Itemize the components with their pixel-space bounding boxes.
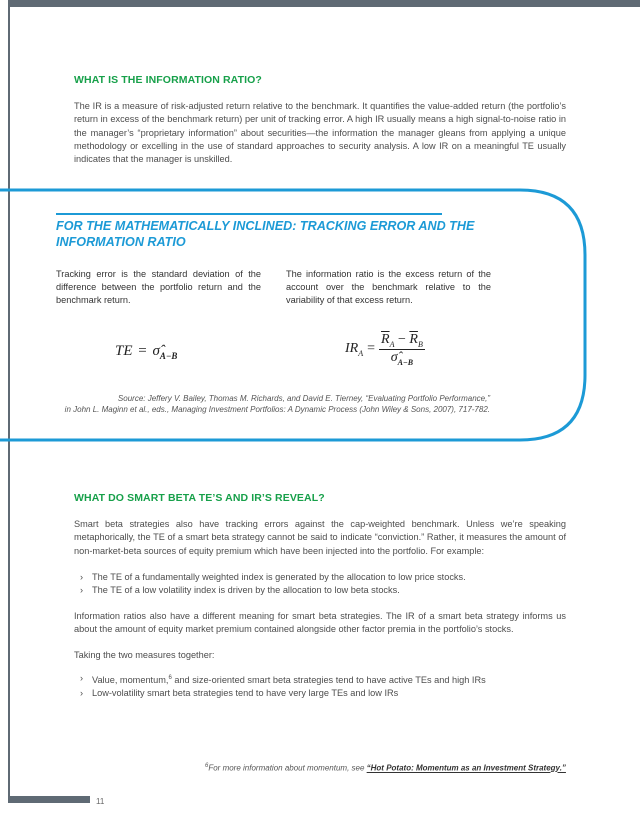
information-ratio-definition: The information ratio is the excess return of the account over the benchmark relative to the variability of that excess return. — [286, 269, 491, 305]
math-box-source: Source: Jeffery V. Bailey, Thomas M. Richards, and David E. Tierney, “Evaluating Portfolio Performance,” in John L. Maginn et al., eds., Managing Investment Portfolios: A Dynamic Process (John Wiley & Sons, 2007), 717-782. — [64, 394, 490, 414]
information-ratio-formula: $IR_A$ = $\frac{\overline{R}_A - \overline{R}_B}{\sigmâ_{A-B}}$ — [345, 332, 423, 367]
bottom-decor-bar — [8, 796, 90, 803]
top-decor-bar — [8, 0, 640, 7]
smart-beta-paragraph-2: Information ratios also have a different meaning for smart beta strategies. The IR of a smart beta strategy informs us about the amount of equity market premium contained alongside other factor premia in the portfolio’s stocks. — [74, 611, 566, 635]
smart-beta-paragraph-1: Smart beta strategies also have tracking errors against the cap-weighted benchmark. Unless we’re speaking metaphorically, the TE of a smart beta strategy cannot be said to indicate “conviction.” Rather, it measures the amount of non-market-beta sources of equity premium which have been injected into the portfolio. For example: — [74, 519, 566, 556]
tracking-error-formula: TE = $\sigmâ_{A-B}$ — [115, 343, 178, 361]
footnote-link[interactable]: “Hot Potato: Momentum as an Investment Strategy.” — [366, 763, 566, 773]
list-item: › Value, momentum,$^6$ and size-oriented smart beta strategies tend to have active TEs and high IRs — [80, 673, 486, 686]
tracking-error-definition: Tracking error is the standard deviation of the difference between the portfolio return and the benchmark return. — [56, 269, 261, 305]
smart-beta-paragraph-3: Taking the two measures together: — [74, 650, 215, 660]
smart-beta-bullet-list-2 — [80, 672, 486, 699]
smart-beta-bullet-list-1 — [80, 571, 466, 596]
list-item: › The TE of a low volatility index is driven by the allocation to low beta stocks. — [80, 584, 400, 595]
list-item: › The TE of a fundamentally weighted index is generated by the allocation to low price stocks. — [80, 572, 466, 582]
math-box-title: FOR THE MATHEMATICALLY INCLINED: TRACKING ERROR AND THE INFORMATION RATIO — [56, 219, 475, 249]
footnote-ref: 6 — [168, 675, 172, 681]
information-ratio-paragraph: The IR is a measure of risk-adjusted return relative to the benchmark. It quantifies the value-added return (the portfolio’s return in excess of the benchmark return) per unit of tracking error. A high IR usually means a high signal-to-noise ratio in the manager’s “proprietary information” about securities—the information the manager gleans from applying a unique methodology or excelling in the use of standard approaches to security analysis. A low IR on a meaningful TE usually indicates that the manager is unskilled. — [74, 101, 566, 165]
footnote: $^6$For more information about momentum, see “Hot Potato: Momentum as an Investment Strategy.” — [205, 763, 566, 773]
page-number: 11 — [96, 797, 105, 806]
section-heading-information-ratio: WHAT IS THE INFORMATION RATIO? — [74, 74, 262, 86]
section-heading-smart-beta: WHAT DO SMART BETA TE’S AND IR’S REVEAL? — [74, 492, 325, 504]
list-item: › Low-volatility smart beta strategies tend to have very large TEs and low IRs — [80, 687, 399, 698]
